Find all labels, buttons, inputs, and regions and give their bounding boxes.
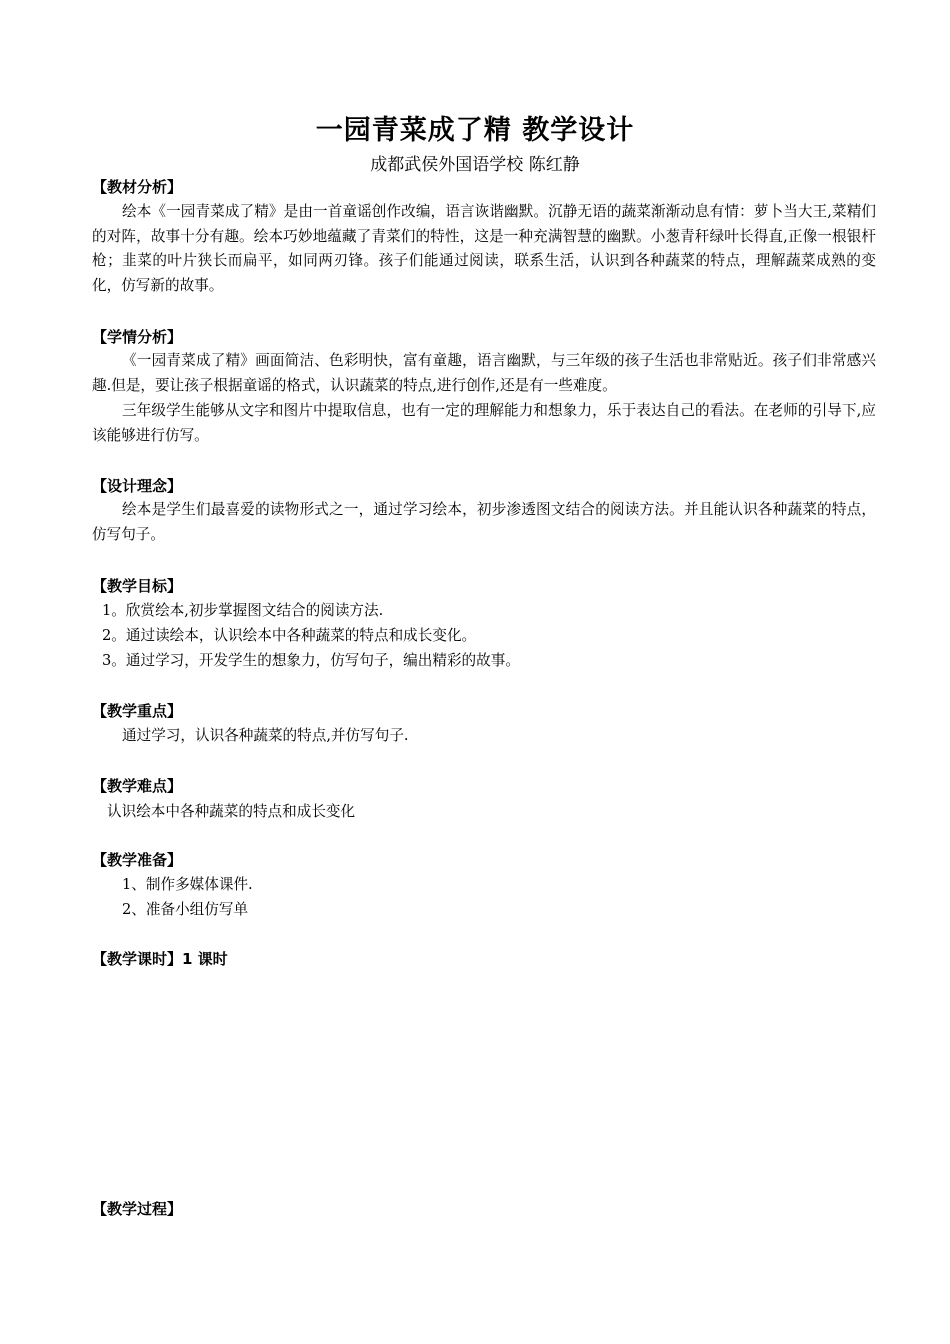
document-title: 一园青菜成了精 教学设计 <box>315 115 635 146</box>
goal-item-1: 1。欣赏绘本,初步掌握图文结合的阅读方法. <box>102 602 384 619</box>
heading-material-analysis: 【教材分析】 <box>92 178 183 196</box>
design-concept-text: 绘本是学生们最喜爱的读物形式之一，通过学习绘本，初步渗透图文结合的阅读方法。并且能认识各种蔬菜的特点，仿写句子。 <box>92 501 876 543</box>
heading-design-concept: 【设计理念】 <box>92 477 183 495</box>
key-points-text: 通过学习，认识各种蔬菜的特点,并仿写句子. <box>122 727 409 744</box>
difficulties-text: 认识绘本中各种蔬菜的特点和成长变化 <box>107 803 356 820</box>
heading-teaching-goals: 【教学目标】 <box>92 577 183 595</box>
document-subtitle: 成都武侯外国语学校 陈红静 <box>370 155 580 175</box>
heading-class-hours: 【教学课时】1 课时 <box>92 950 228 968</box>
heading-learner-analysis: 【学情分析】 <box>92 328 183 346</box>
heading-key-points: 【教学重点】 <box>92 702 183 720</box>
material-analysis-text: 绘本《一园青菜成了精》是由一首童谣创作改编，语言诙谐幽默。沉静无语的蔬菜渐渐动息有情：萝卜当大王,菜精们的对阵，故事十分有趣。绘本巧妙地蕴藏了青菜们的特性，这是一种充满智慧的幽默。小葱青秆绿叶长得直,正像一根银杆枪；韭菜的叶片狭长而扁平，如同两刃锋。孩子们能通过阅读，联系生活，认识到各种蔬菜的特点，理解蔬菜成熟的变化，仿写新的故事。 <box>92 203 876 294</box>
preparation-item-2: 2、准备小组仿写单 <box>122 901 249 918</box>
heading-preparation: 【教学准备】 <box>92 851 183 869</box>
learner-analysis-para-2: 三年级学生能够从文字和图片中提取信息，也有一定的理解能力和想象力，乐于表达自己的看法。在老师的引导下,应该能够进行仿写。 <box>92 402 876 444</box>
learner-analysis-para-1: 《一园青菜成了精》画面简洁、色彩明快，富有童趣，语言幽默，与三年级的孩子生活也非常贴近。孩子们非常感兴趣.但是，要让孩子根据童谣的格式，认识蔬菜的特点,进行创作,还是有一些难度。 <box>92 352 876 394</box>
heading-difficulties: 【教学难点】 <box>92 777 183 795</box>
goal-item-2: 2。通过读绘本，认识绘本中各种蔬菜的特点和成长变化。 <box>102 627 477 644</box>
heading-teaching-process: 【教学过程】 <box>92 1200 183 1218</box>
preparation-item-1: 1、制作多媒体课件. <box>122 876 253 893</box>
goal-item-3: 3。通过学习，开发学生的想象力，仿写句子，编出精彩的故事。 <box>102 652 520 669</box>
